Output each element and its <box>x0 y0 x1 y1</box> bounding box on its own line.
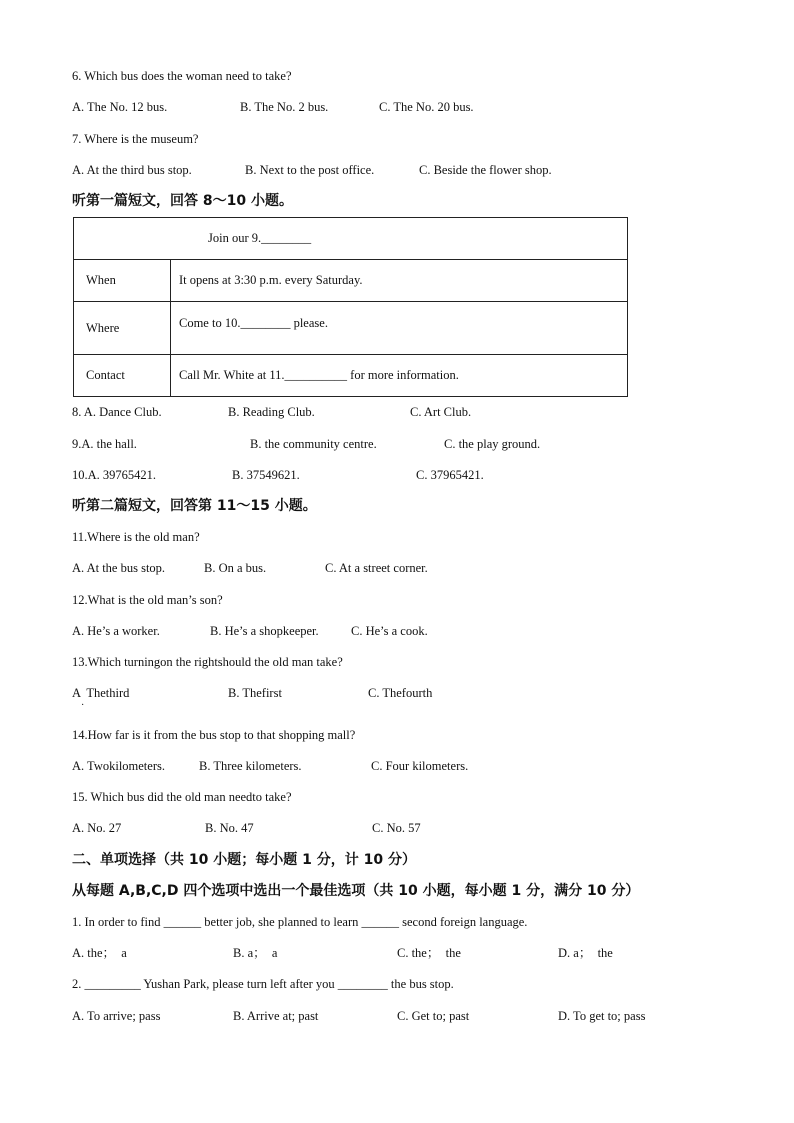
part-2-instruction: 从每题 A,B,C,D 四个选项中选出一个最佳选项（共 10 小题，每小题 1 分，满分 10 分） <box>72 883 640 899</box>
q12-option-b: B. He’s a shopkeeper. <box>210 624 319 638</box>
q11-option-a: A. At the bus stop. <box>72 561 166 575</box>
q7-option-c: C. Beside the flower shop. <box>419 163 552 177</box>
q14-option-c: C. Four kilometers. <box>371 759 469 773</box>
q14-option-b: B. Three kilometers. <box>199 759 302 773</box>
question-13: 13.Which turningon the rightshould the old man take? <box>72 655 343 669</box>
q12-option-a: A. He’s a worker. <box>72 624 160 638</box>
notice-label-where: Where <box>74 302 171 355</box>
q11-option-c: C. At a street corner. <box>325 561 428 575</box>
q8-option-c: C. Art Club. <box>410 405 472 419</box>
q8-option-b: B. Reading Club. <box>228 405 315 419</box>
mc1-option-a: A. the； a <box>72 946 127 960</box>
q6-option-a: A. The No. 12 bus. <box>72 100 168 114</box>
section-1-heading: 听第一篇短文，回答 8～10 小题。 <box>72 193 293 209</box>
notice-content-contact: Call Mr. White at 11.__________ for more information. <box>171 355 628 397</box>
q8-option-a: 8. A. Dance Club. <box>72 405 162 419</box>
question-14: 14.How far is it from the bus stop to that shopping mall? <box>72 728 356 742</box>
q14-option-a: A. Twokilometers. <box>72 759 165 773</box>
question-6: 6. Which bus does the woman need to take? <box>72 69 292 83</box>
q6-option-c: C. The No. 20 bus. <box>379 100 474 114</box>
mc-question-2: 2. _________ Yushan Park, please turn left after you ________ the bus stop. <box>72 977 454 991</box>
question-12: 12.What is the old man’s son? <box>72 593 223 607</box>
q9-option-c: C. the play ground. <box>444 437 541 451</box>
mc2-option-d: D. To get to; pass <box>558 1009 646 1023</box>
q7-option-a: A. At the third bus stop. <box>72 163 192 177</box>
mc1-option-c: C. the； the <box>397 946 461 960</box>
question-15: 15. Which bus did the old man needto take? <box>72 790 292 804</box>
notice-label-when: When <box>74 260 171 302</box>
notice-table <box>73 217 628 397</box>
mc2-option-a: A. To arrive; pass <box>72 1009 161 1023</box>
notice-title: Join our 9.________ <box>74 218 628 260</box>
q13-option-c: C. Thefourth <box>368 686 433 700</box>
section-2-heading: 听第二篇短文，回答第 11～15 小题。 <box>72 498 317 514</box>
q15-option-a: A. No. 27 <box>72 821 122 835</box>
notice-content-where: Come to 10.________ please. <box>171 302 628 355</box>
q13-option-a: A Thethird <box>72 686 130 700</box>
q13-option-b: B. Thefirst <box>228 686 282 700</box>
q10-option-c: C. 37965421. <box>416 468 484 482</box>
q7-option-b: B. Next to the post office. <box>245 163 375 177</box>
question-11: 11.Where is the old man? <box>72 530 200 544</box>
q10-option-a: 10.A. 39765421. <box>72 468 157 482</box>
question-7: 7. Where is the museum? <box>72 132 199 146</box>
q11-option-b: B. On a bus. <box>204 561 267 575</box>
mc-question-1: 1. In order to find ______ better job, she planned to learn ______ second foreign language. <box>72 915 528 929</box>
q15-option-b: B. No. 47 <box>205 821 254 835</box>
stray-dot: · <box>81 700 85 711</box>
q12-option-c: C. He’s a cook. <box>351 624 428 638</box>
part-2-heading: 二、单项选择（共 10 小题；每小题 1 分，计 10 分） <box>72 852 416 868</box>
mc1-option-b: B. a； a <box>233 946 278 960</box>
mc1-option-d: D. a； the <box>558 946 613 960</box>
q15-option-c: C. No. 57 <box>372 821 421 835</box>
mc2-option-b: B. Arrive at; past <box>233 1009 319 1023</box>
q9-option-b: B. the community centre. <box>250 437 377 451</box>
q9-option-a: 9.A. the hall. <box>72 437 137 451</box>
mc2-option-c: C. Get to; past <box>397 1009 470 1023</box>
notice-label-contact: Contact <box>74 355 171 397</box>
q10-option-b: B. 37549621. <box>232 468 300 482</box>
q6-option-b: B. The No. 2 bus. <box>240 100 329 114</box>
notice-content-when: It opens at 3:30 p.m. every Saturday. <box>171 260 628 302</box>
